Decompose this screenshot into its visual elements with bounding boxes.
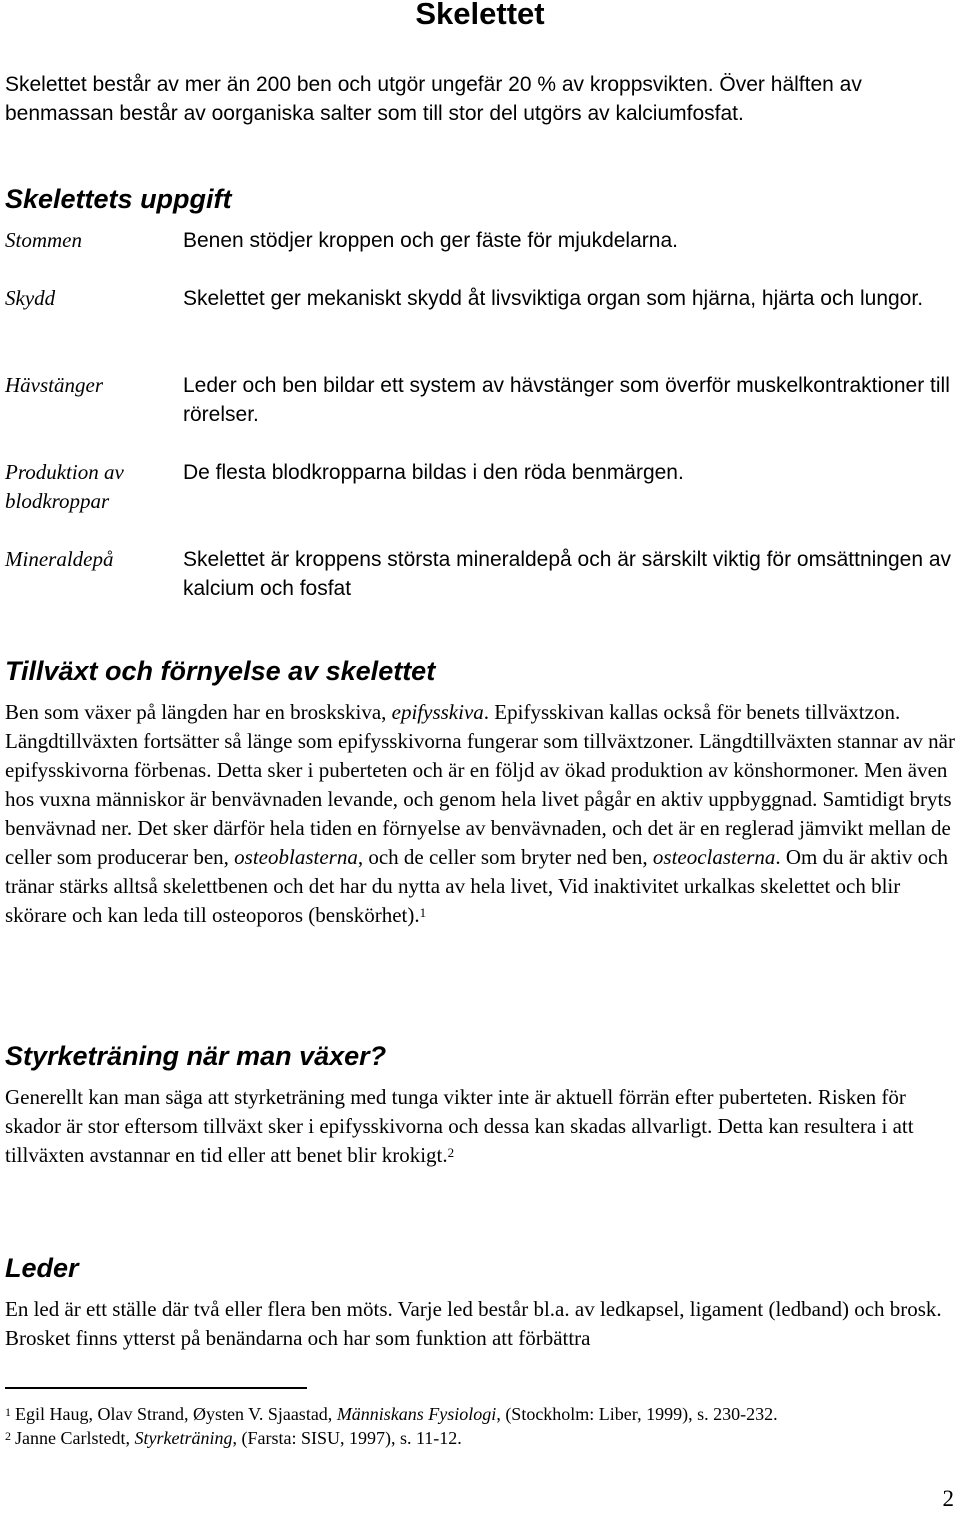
footnote-divider (5, 1387, 307, 1389)
page-title: Skelettet (415, 0, 545, 31)
section-heading-styrketraning: Styrketräning när man växer? (5, 1041, 387, 1071)
section-heading-tillvaxt: Tillväxt och förnyelse av skelettet (5, 656, 436, 686)
desc-mineraldepa: Skelettet är kroppens största mineraldepå och är särskilt viktig för omsättningen av kalcium och fosfat (183, 548, 952, 600)
leder-paragraph: En led är ett ställe där två eller flera ben möts. Varje led består bl.a. av ledkapsel, ligament (ledband) och brosk. Brosket finns ytterst på benändarna och har som funktion att förbättra (5, 1297, 942, 1350)
term-mineraldepa: Mineraldepå (5, 547, 114, 571)
term-produktion: Produktion av blodkroppar (5, 460, 124, 513)
tillvaxt-text-1: Ben som växer på längden har en broskskiva, (5, 700, 392, 724)
footnote-ref-2[interactable]: 2 (447, 1145, 455, 1160)
tillvaxt-text-2: . Epifysskivan kallas också för benets tillväxtzon. Längdtillväxten fortsätter så länge som epifysskivorna fungerar som tillväxtzoner. Längdtillväxten stannar av när epifysskivorna förbenas. Detta sker i puberteten och är en följd av ökad produktion av könshormoner. Men även hos vuxna människor är benvävnaden levande, och genom hela livet pågår en aktiv uppbyggnad. Samtidigt bryts benvävnad ner. Det sker därför hela tiden en förnyelse av benvävnaden, och det är en reglerad jämvikt mellan de celler som producerar ben, (5, 700, 955, 869)
term-havstanger: Hävstänger (5, 373, 103, 397)
footnote-1-authors: Egil Haug, Olav Strand, Øysten V. Sjaastad, (15, 1404, 337, 1424)
tillvaxt-paragraph (5, 698, 955, 930)
term-epifysskiva: epifysskiva (391, 700, 484, 724)
intro-paragraph: Skelettet består av mer än 200 ben och utgör ungefär 20 % av kroppsvikten. Över hälften av benmassan består av oorganiska salter som till stor del utgörs av kalciumfosfat. (5, 73, 862, 125)
desc-skydd: Skelettet ger mekaniskt skydd åt livsviktiga organ som hjärna, hjärta och lungor. (183, 287, 924, 310)
term-osteoblasterna: osteoblasterna (234, 845, 358, 869)
page-number: 2 (942, 1486, 954, 1511)
term-stommen: Stommen (5, 228, 82, 252)
desc-havstanger: Leder och ben bildar ett system av hävstänger som överför muskelkontraktioner till rörelser. (183, 374, 950, 426)
footnote-2-title: Styrketräning (134, 1428, 233, 1448)
footnote-1 (5, 1402, 955, 1426)
footnote-number-2: 2 (5, 1429, 11, 1443)
footnote-2-publication: , (Farsta: SISU, 1997), s. 11-12. (232, 1428, 462, 1448)
term-osteoclasterna: osteoclasterna (652, 845, 776, 869)
term-skydd: Skydd (5, 286, 56, 310)
desc-stommen: Benen stödjer kroppen och ger fäste för mjukdelarna. (183, 229, 678, 252)
footnote-2 (5, 1426, 955, 1450)
section-heading-uppgift: Skelettets uppgift (5, 184, 232, 214)
desc-produktion: De flesta blodkropparna bildas i den röda benmärgen. (183, 461, 684, 484)
footnote-1-publication: , (Stockholm: Liber, 1999), s. 230-232. (496, 1404, 778, 1424)
styrketraning-text: Generellt kan man säga att styrketräning med tunga vikter inte är aktuell förrän efter puberteten. Risken för skador är stor eftersom tillväxt sker i epifysskivorna och dessa kan skadas allvarligt. Detta kan resultera i att tillväxten avstannar en tid eller att benet blir krokigt. (5, 1085, 914, 1167)
footnote-number-1: 1 (5, 1405, 11, 1419)
section-heading-leder: Leder (5, 1253, 79, 1283)
tillvaxt-text-4: . Om du är aktiv och tränar stärks alltså skelettbenen och det har du nytta av hela livet, Vid inaktivitet urkalkas skelettet och blir skörare och kan leda till osteoporos (benskörhet). (5, 845, 948, 927)
tillvaxt-text-3: , och de celler som bryter ned ben, (357, 845, 653, 869)
footnote-ref-1[interactable]: 1 (419, 905, 427, 920)
styrketraning-paragraph (5, 1083, 955, 1170)
footnote-2-author: Janne Carlstedt, (15, 1428, 135, 1448)
footnote-1-title: Människans Fysiologi (336, 1404, 497, 1424)
